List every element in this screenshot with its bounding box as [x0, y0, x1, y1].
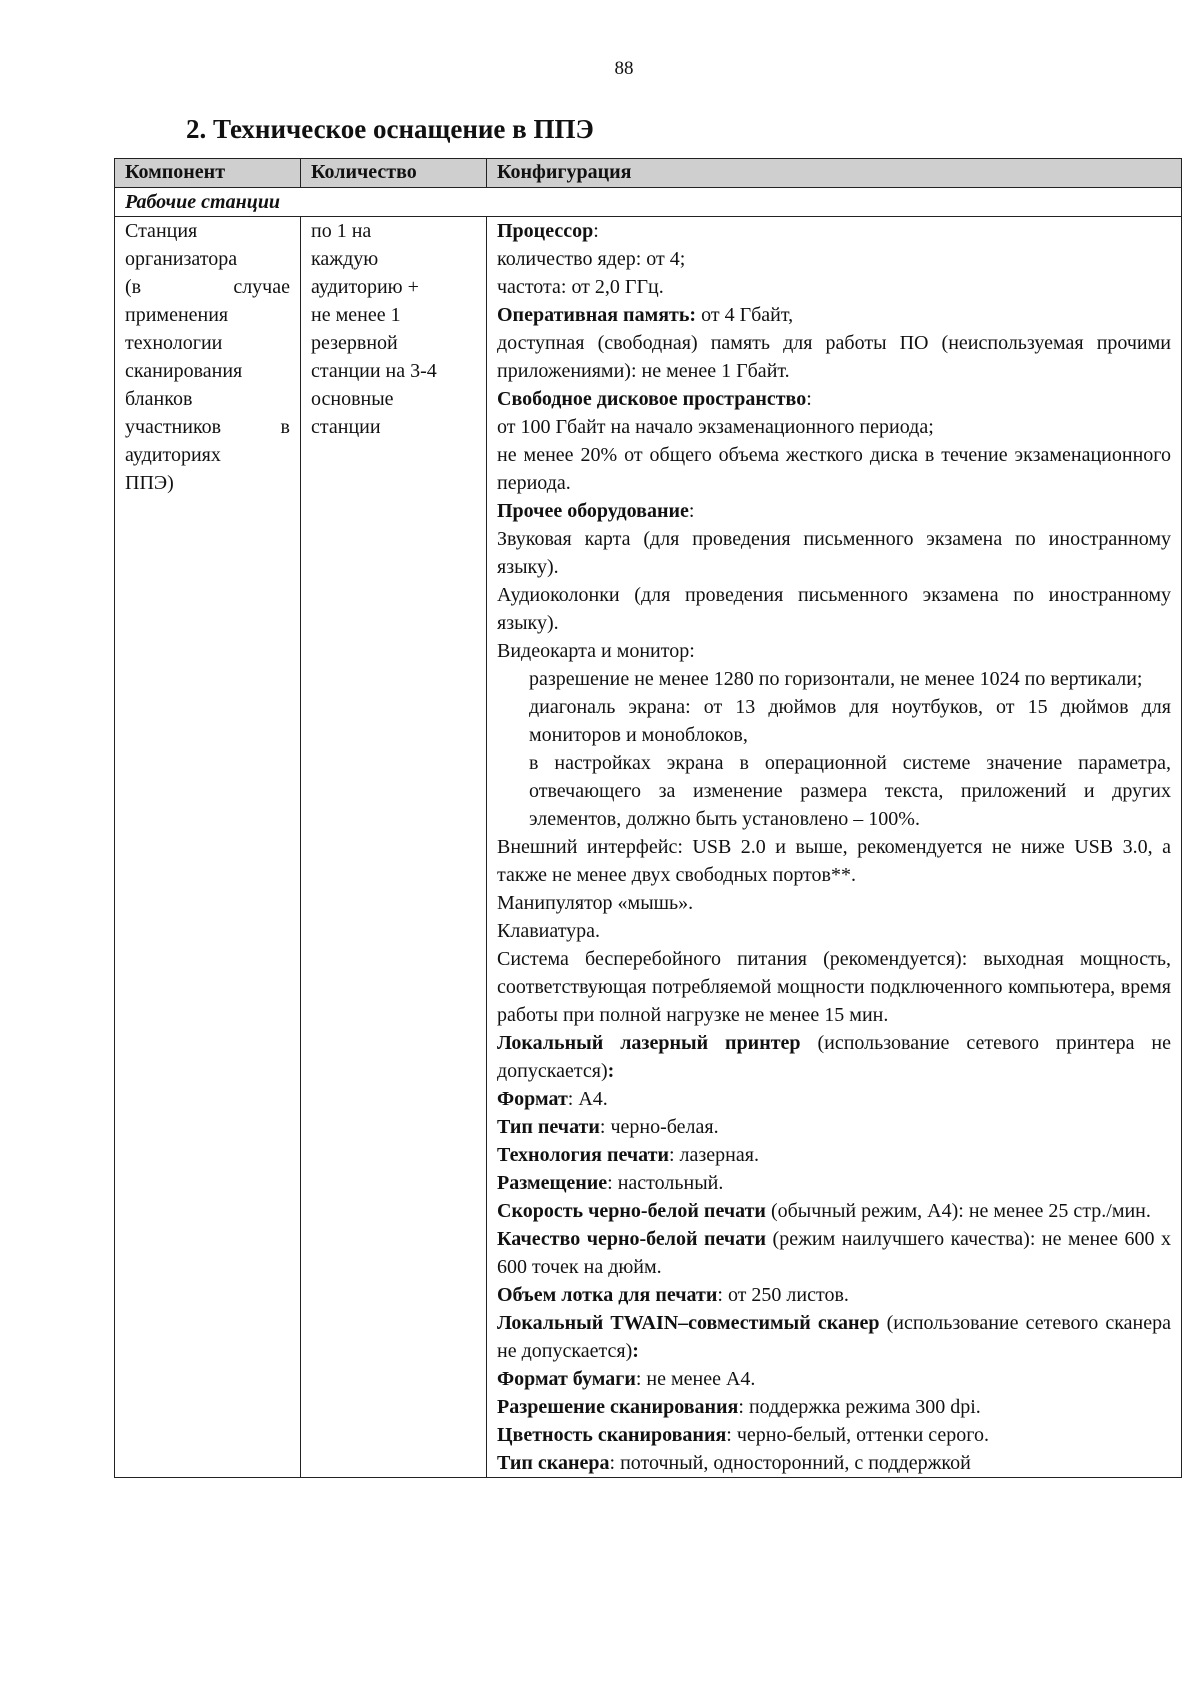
config-paragraph	[497, 1393, 1171, 1421]
config-paragraph	[497, 749, 1171, 833]
config-term: Локальный TWAIN–совместимый сканер	[497, 1312, 880, 1334]
quantity-line: аудиторию +	[311, 276, 419, 298]
config-text: :	[806, 388, 812, 410]
config-text: Клавиатура.	[497, 920, 601, 942]
header-component: Компонент	[115, 159, 301, 188]
component-cell	[115, 217, 301, 1478]
component-line: технологии	[125, 332, 223, 354]
config-text: : черно-белый, оттенки серого.	[726, 1424, 989, 1446]
config-text: : А4.	[567, 1088, 608, 1110]
group-label: Рабочие станции	[115, 188, 1182, 217]
config-paragraph	[497, 637, 1171, 665]
quantity-cell	[301, 217, 487, 1478]
header-configuration: Конфигурация	[487, 159, 1182, 188]
config-paragraph	[497, 385, 1171, 413]
quantity-line: основные	[311, 388, 394, 410]
config-paragraph	[497, 581, 1171, 637]
quantity-line: не менее 1	[311, 304, 401, 326]
config-paragraph	[497, 833, 1171, 889]
config-paragraph	[497, 1197, 1171, 1225]
config-text: (режим наилучшего качества): не менее 600 x 600 точек на дюйм.	[497, 1228, 1171, 1278]
quantity-line: каждую	[311, 248, 379, 270]
config-paragraph	[497, 693, 1171, 749]
component-line: участников в	[125, 416, 290, 438]
config-text: диагональ экрана: от 13 дюймов для ноутбуков, от 15 дюймов для мониторов и моноблоков,	[529, 696, 1171, 746]
config-text: Система бесперебойного питания (рекомендуется): выходная мощность, соответствующая потребляемой мощности подключенного компьютера, время работы при полной нагрузке не менее 15 мин.	[497, 948, 1171, 1026]
config-paragraph	[497, 889, 1171, 917]
config-paragraph	[497, 525, 1171, 581]
configuration-cell	[487, 217, 1182, 1478]
config-paragraph	[497, 945, 1171, 1029]
component-line: бланков	[125, 388, 193, 410]
config-term-tail: :	[632, 1340, 639, 1362]
quantity-line: станции	[311, 416, 381, 438]
config-paragraph	[497, 413, 1171, 441]
config-paragraph	[497, 1225, 1171, 1281]
config-term: Разрешение сканирования	[497, 1396, 739, 1418]
config-term: Технология печати	[497, 1144, 669, 1166]
config-term: Тип сканера	[497, 1452, 610, 1474]
config-paragraph	[497, 441, 1171, 497]
config-term: Локальный лазерный принтер	[497, 1032, 801, 1054]
quantity-line: станции на 3-4	[311, 360, 437, 382]
group-row	[115, 188, 1182, 217]
config-paragraph	[497, 273, 1171, 301]
config-text: : поточный, односторонний, с поддержкой	[609, 1452, 971, 1474]
config-paragraph	[497, 1085, 1171, 1113]
config-text: Внешний интерфейс: USB 2.0 и выше, рекомендуется не ниже USB 3.0, а также не менее двух свободных портов**.	[497, 836, 1171, 886]
section-title: 2. Техническое оснащение в ППЭ	[186, 114, 594, 144]
config-term: Формат	[497, 1088, 568, 1110]
config-text: :	[688, 500, 695, 522]
config-text: разрешение не менее 1280 по горизонтали, не менее 1024 по вертикали;	[529, 668, 1143, 690]
config-term: Свободное дисковое пространство	[497, 388, 807, 410]
config-paragraph	[497, 917, 1171, 945]
config-text: от 100 Гбайт на начало экзаменационного периода;	[497, 416, 934, 438]
config-term: Тип печати	[497, 1116, 600, 1138]
config-paragraph	[497, 665, 1171, 693]
config-text: (использование сетевого сканера не допускается)	[497, 1312, 1171, 1362]
config-paragraph	[497, 245, 1171, 273]
config-paragraph	[497, 217, 1171, 245]
config-text: количество ядер: от 4;	[497, 248, 686, 270]
config-text: Манипулятор «мышь».	[497, 892, 694, 914]
quantity-line: по 1 на	[311, 220, 372, 242]
config-term: Объем лотка для печати	[497, 1284, 718, 1306]
config-text: от 4 Гбайт,	[696, 304, 794, 326]
config-text: доступная (свободная) память для работы ПО (неиспользуемая прочими приложениями): не менее 1 Гбайт.	[497, 332, 1171, 382]
config-text: :	[593, 220, 599, 242]
config-paragraph	[497, 1169, 1171, 1197]
config-paragraph	[497, 1281, 1171, 1309]
component-line: организатора	[125, 248, 238, 270]
config-paragraph	[497, 329, 1171, 385]
config-term-tail: :	[607, 1060, 615, 1082]
config-text: частота: от 2,0 ГГц.	[497, 276, 664, 298]
config-text: (обычный режим, А4): не менее 25 стр./мин.	[765, 1200, 1151, 1222]
config-paragraph	[497, 1421, 1171, 1449]
component-line: ППЭ)	[125, 472, 174, 494]
config-paragraph	[497, 1141, 1171, 1169]
config-text: Аудиоколонки (для проведения письменного экзамена по иностранному языку).	[497, 584, 1171, 634]
config-paragraph	[497, 1029, 1171, 1085]
config-term: Качество черно-белой печати	[497, 1228, 767, 1250]
config-text: : поддержка режима 300 dpi.	[738, 1396, 981, 1418]
config-paragraph	[497, 497, 1171, 525]
config-term: Размещение	[497, 1172, 608, 1194]
config-paragraph	[497, 301, 1171, 329]
component-line: Станция	[125, 220, 198, 242]
table-row	[115, 217, 1182, 1478]
quantity-line: резервной	[311, 332, 398, 354]
config-term: Оперативная память:	[497, 304, 697, 326]
config-text: : настольный.	[607, 1172, 724, 1194]
config-paragraph	[497, 1365, 1171, 1393]
config-text: Видеокарта и монитор:	[497, 640, 695, 662]
config-term: Формат бумаги	[497, 1368, 636, 1390]
config-text: : не менее А4.	[635, 1368, 756, 1390]
table-header-row	[115, 159, 1182, 188]
config-term: Процессор	[497, 220, 594, 242]
config-text: (использование сетевого принтера не допускается)	[497, 1032, 1171, 1082]
page-number: 88	[614, 58, 634, 79]
config-term: Прочее оборудование	[497, 500, 689, 522]
config-paragraph	[497, 1309, 1171, 1365]
component-line: (в случае	[125, 276, 290, 298]
component-line: применения	[125, 304, 229, 326]
config-text: : от 250 листов.	[717, 1284, 849, 1306]
config-paragraph	[497, 1449, 1171, 1477]
config-text: в настройках экрана в операционной системе значение параметра, отвечающего за изменение размера текста, приложений и других элементов, должно быть установлено – 100%.	[529, 752, 1171, 830]
component-line: аудиториях	[125, 444, 221, 466]
config-paragraph	[497, 1113, 1171, 1141]
config-text: : лазерная.	[668, 1144, 759, 1166]
config-text: не менее 20% от общего объема жесткого диска в течение экзаменационного периода.	[497, 444, 1171, 494]
config-text: Звуковая карта (для проведения письменного экзамена по иностранному языку).	[497, 528, 1171, 578]
config-term: Цветность сканирования	[497, 1424, 727, 1446]
equipment-table	[114, 158, 1182, 1478]
header-quantity: Количество	[301, 159, 487, 188]
config-text: : черно-белая.	[599, 1116, 719, 1138]
component-line: сканирования	[125, 360, 243, 382]
config-term: Скорость черно-белой печати	[497, 1200, 766, 1222]
